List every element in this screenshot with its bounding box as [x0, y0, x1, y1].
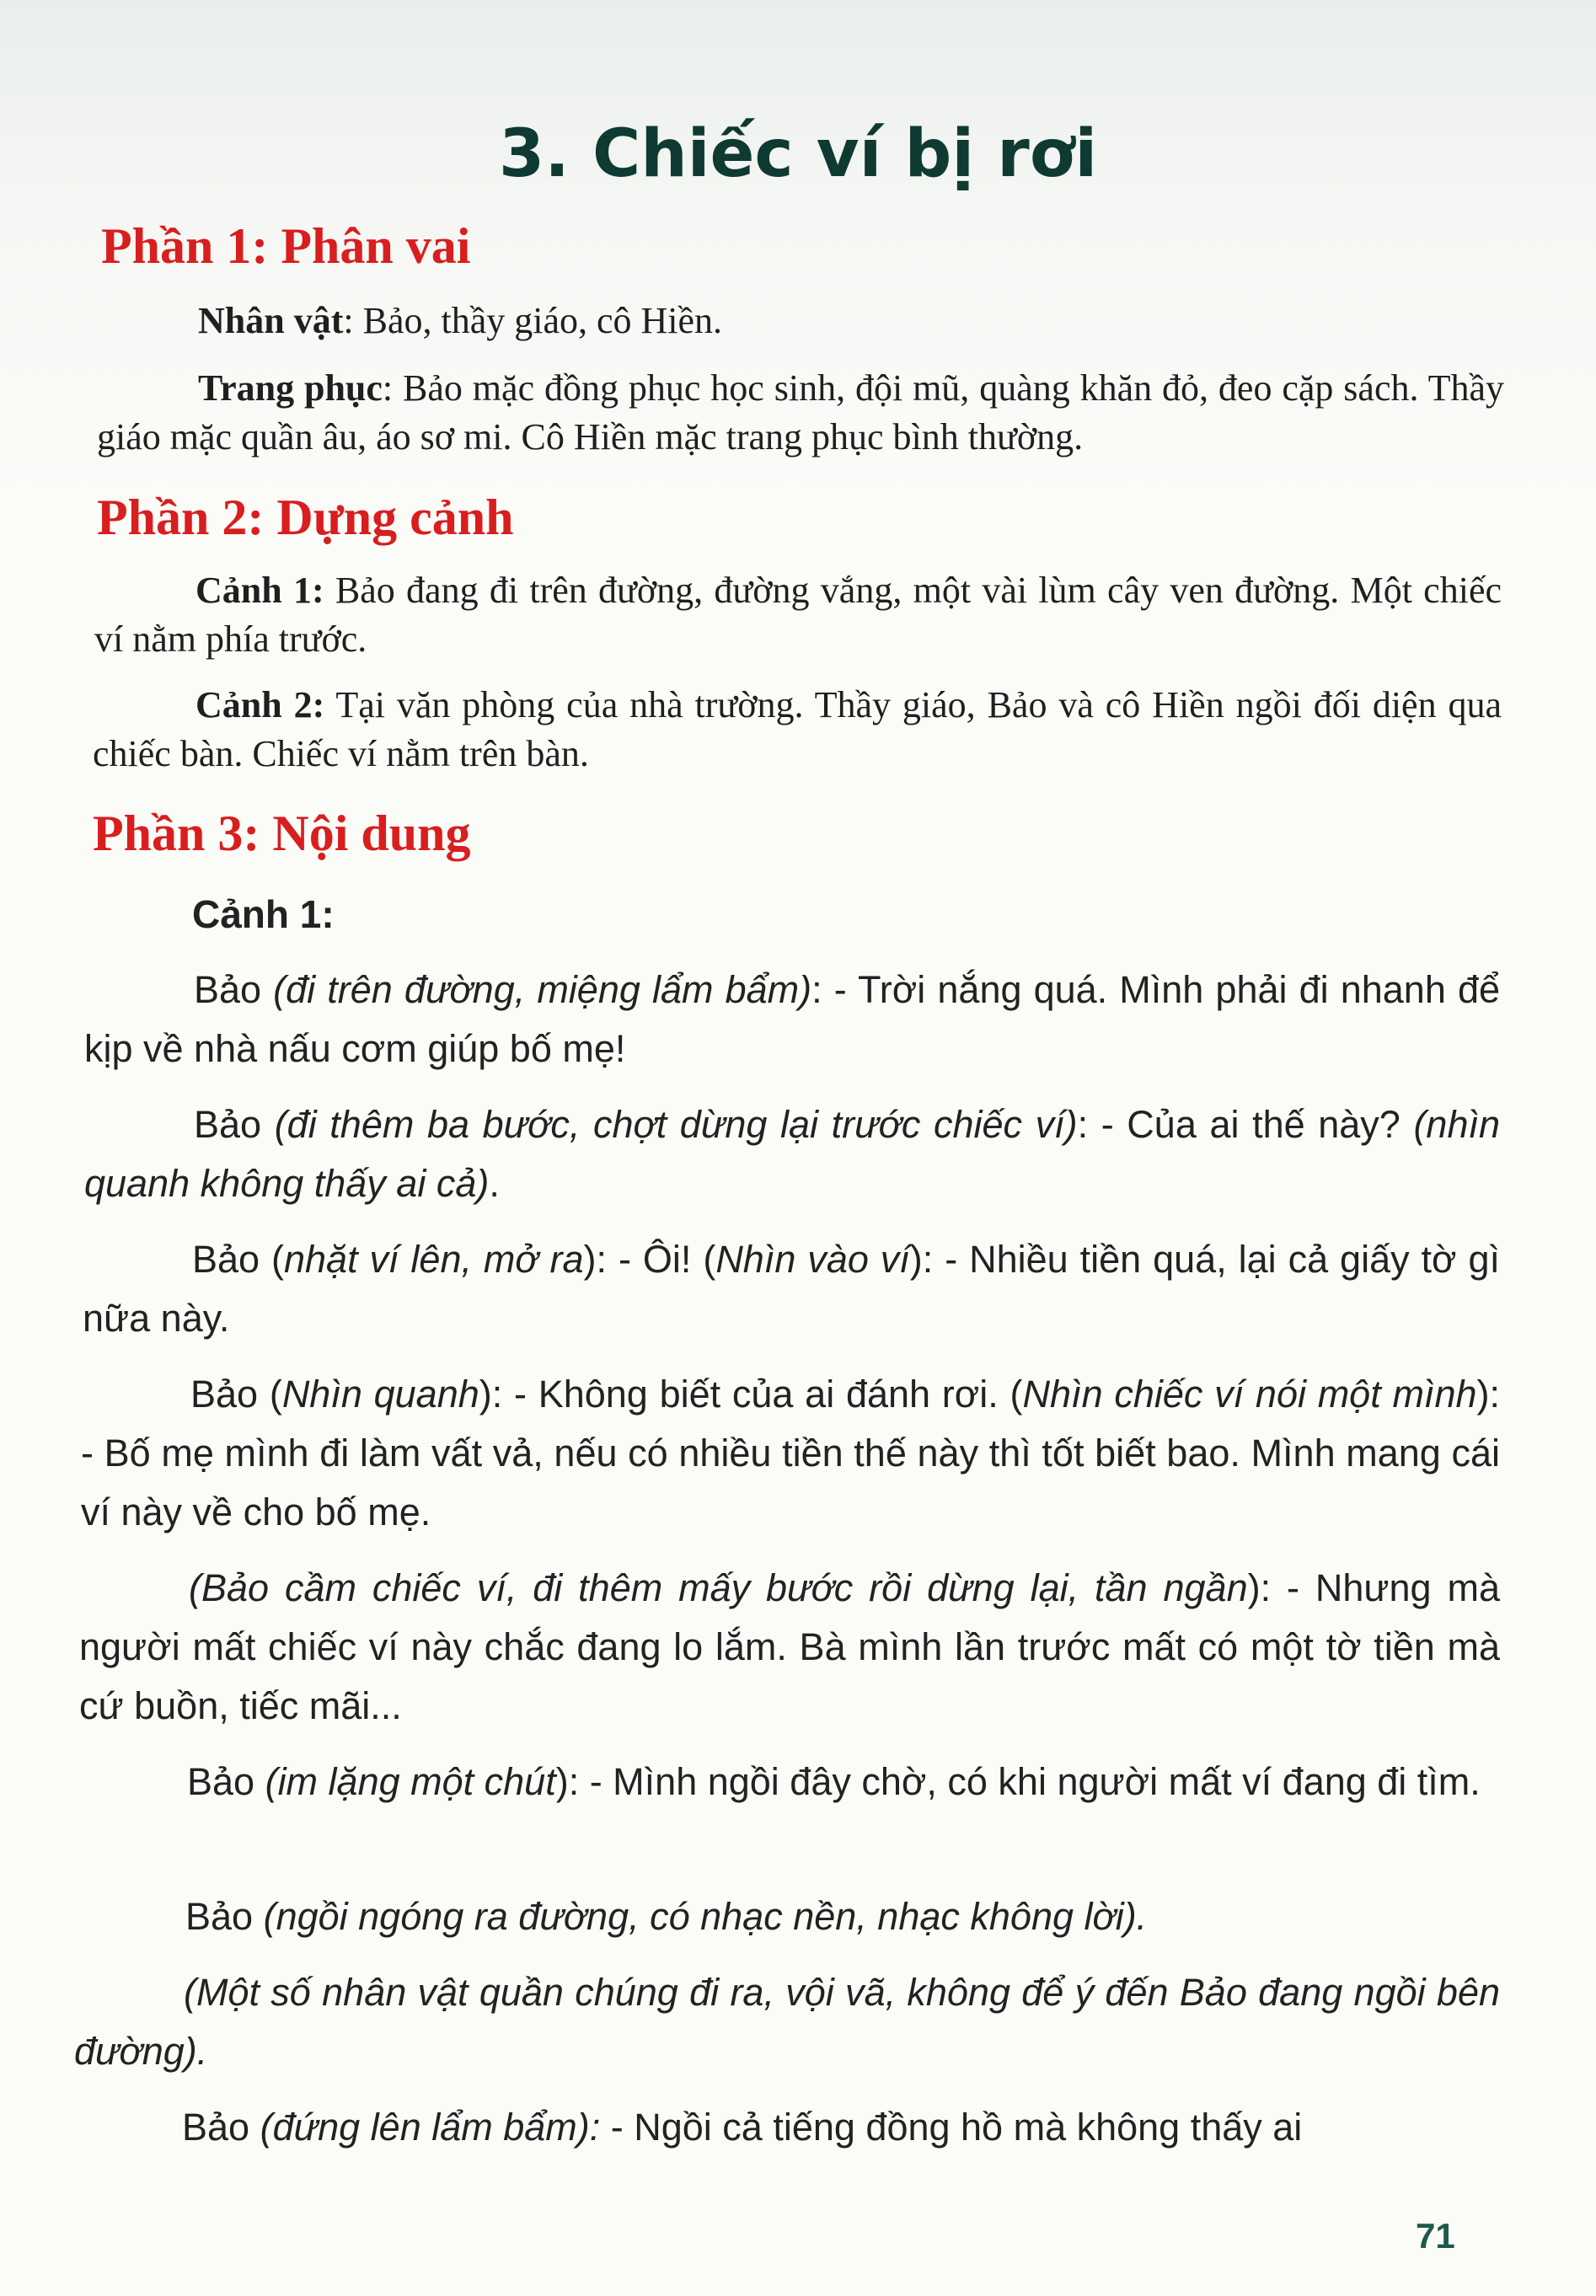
speaker: Bảo: [182, 2106, 260, 2149]
costume-text: : Bảo mặc đồng phục học sinh, đội mũ, quàng khăn đỏ, đeo cặp sách. Thầy giáo mặc quần âu, áo sơ mi. Cô Hiền mặc trang phục bình thường.: [97, 367, 1504, 458]
stage-direction: (đứng lên lẩm bẩm):: [260, 2106, 601, 2149]
characters-label: Nhân vật: [198, 300, 344, 341]
speaker: Bảo: [187, 1760, 265, 1803]
speaker: Bảo: [194, 968, 274, 1011]
dialogue-text: - Ngồi cả tiếng đồng hồ mà không thấy ai: [600, 2106, 1303, 2149]
costume-paragraph: [97, 364, 1504, 462]
speaker: Bảo: [194, 1103, 275, 1146]
dialogue-text: : - Của ai thế này?: [1077, 1103, 1414, 1146]
stage-direction: (nhìn quanh không thấy ai cả): [84, 1103, 1501, 1205]
stage-direction: (ngồi ngóng ra đường, có nhạc nền, nhạc không lời).: [263, 1895, 1148, 1938]
dialogue-text: .: [489, 1162, 500, 1205]
scene2-setup-text: Tại văn phòng của nhà trường. Thầy giáo, Bảo và cô Hiền ngồi đối diện qua chiếc bàn. Chiếc ví nằm trên bàn.: [93, 684, 1502, 774]
dialogue-paragraph-7: [76, 1887, 1500, 1946]
scene1-setup-text: Bảo đang đi trên đường, đường vắng, một vài lùm cây ven đường. Một chiếc ví nằm phía trước.: [94, 570, 1502, 660]
stage-direction: nhặt ví lên, mở ra: [283, 1238, 584, 1281]
stage-direction: (đi thêm ba bước, chợt dừng lại trước chiếc ví): [274, 1103, 1078, 1146]
part3-heading: Phần 3: Nội dung: [93, 805, 471, 861]
stage-direction: Nhìn chiếc ví nói một mình: [1022, 1373, 1477, 1416]
stage-direction: (Bảo cầm chiếc ví, đi thêm mấy bước rồi dừng lại, tần ngần: [189, 1566, 1248, 1609]
speaker: Bảo (: [190, 1373, 282, 1416]
dialogue-text: ): - Nhiều tiền quá, lại cả giấy tờ gì nữa này.: [83, 1238, 1500, 1340]
dialogue-paragraph-1: [84, 961, 1500, 1078]
scene1-label: Cảnh 1:: [192, 892, 335, 936]
dialogue-paragraph-9: [72, 2098, 1500, 2157]
dialogue-text: ): - Bố mẹ mình đi làm vất vả, nếu có nhiều tiền thế này thì tốt biết bao. Mình mang cái ví này về cho bố mẹ.: [81, 1373, 1500, 1533]
dialogue-text: ): - Nhưng mà người mất chiếc ví này chắc đang lo lắm. Bà mình lần trước mất có một tờ tiền mà cứ buồn, tiếc mãi...: [79, 1566, 1500, 1727]
costume-label: Trang phục: [198, 367, 383, 409]
dialogue-text: ): - Ôi! (: [583, 1238, 716, 1281]
part1-heading: Phần 1: Phân vai: [101, 218, 471, 274]
characters-text: : Bảo, thầy giáo, cô Hiền.: [343, 300, 723, 341]
page-title: 3. Chiếc ví bị rơi: [498, 116, 1098, 192]
page-number: 71: [1416, 2216, 1455, 2256]
dialogue-text: : - Trời nắng quá. Mình phải đi nhanh để kịp về nhà nấu cơm giúp bố mẹ!: [84, 968, 1501, 1070]
stage-direction: (đi trên đường, miệng lẩm bẩm): [273, 968, 812, 1011]
part2-heading: Phần 2: Dựng cảnh: [97, 490, 514, 545]
characters-paragraph: [97, 297, 1504, 345]
dialogue-text: ): - Không biết của ai đánh rơi. (: [479, 1373, 1023, 1416]
scene1-setup-paragraph: [94, 566, 1502, 664]
stage-direction: Nhìn vào ví: [715, 1238, 910, 1281]
stage-direction: (Một số nhân vật quần chúng đi ra, vội vã, không để ý đến Bảo đang ngồi bên đường).: [74, 1971, 1500, 2073]
dialogue-paragraph-5: [79, 1559, 1500, 1736]
dialogue-paragraph-3: [83, 1230, 1500, 1348]
speaker: Bảo: [185, 1895, 264, 1938]
scene2-setup-paragraph: [93, 681, 1502, 779]
dialogue-paragraph-8: [74, 1963, 1500, 2081]
speaker: Bảo (: [192, 1238, 284, 1281]
dialogue-text: ): - Mình ngồi đây chờ, có khi người mất ví đang đi tìm.: [555, 1760, 1481, 1803]
dialogue-paragraph-6: [78, 1753, 1500, 1812]
scene2-setup-label: Cảnh 2:: [195, 684, 325, 725]
dialogue-paragraph-4: [81, 1365, 1500, 1542]
scene1-setup-label: Cảnh 1:: [195, 570, 324, 611]
dialogue-paragraph-2: [84, 1095, 1500, 1213]
stage-direction: (im lặng một chút: [265, 1760, 556, 1803]
stage-direction: Nhìn quanh: [281, 1373, 479, 1416]
